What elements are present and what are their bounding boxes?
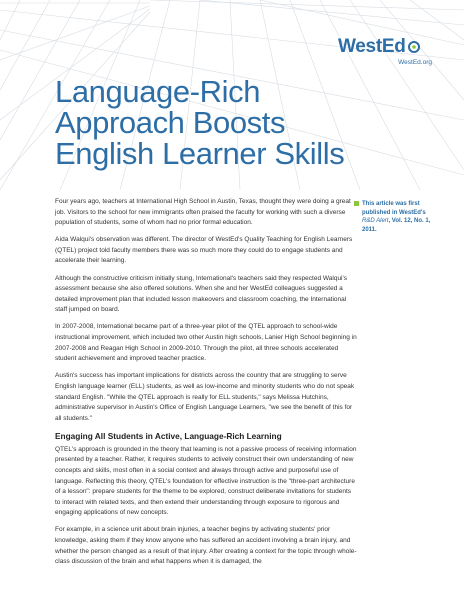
logo-url: WestEd.org — [398, 59, 432, 66]
body-paragraph: Four years ago, teachers at International High School in Austin, Texas, thought they were doing a great job. Visitors to the school for new immigrants often praised the faculty for working with such a diverse population of students, some of whom had no prior formal education. — [55, 198, 351, 227]
title-line: Approach Boosts — [55, 105, 286, 140]
logo-name: WestEd — [338, 36, 406, 57]
body-paragraph: Although the constructive criticism initially stung, International's teachers said they respected Walqui's assessment because she also offered solutions. When she and her WestEd colleagues suggested a detailed improvement plan that included lesson makeovers and classroom coaching, the International staff jumped on board. — [55, 274, 347, 314]
wested-logo — [338, 36, 438, 66]
title-line: English Learner Skills — [55, 136, 345, 171]
article-body — [55, 197, 357, 574]
logo-swirl-icon — [407, 40, 421, 54]
note-volume: , Vol. 12, No. 1, — [388, 218, 431, 225]
title-line: Language-Rich — [55, 74, 261, 109]
body-paragraph: In 2007-2008, International became part of a three-year pilot of the QTEL approach to school-wide instructional improvement, which included two other Austin high schools, Lanier High School beginning in 2007-2008 and Reagan High School in 2009-2010. Through the pilot, all three schools accelerated student achievement and improved teacher practice. — [55, 323, 357, 363]
body-paragraph: For example, in a science unit about brain injuries, a teacher begins by activating students' prior knowledge, asking them if they know anyone who has suffered an accident involving a brain injury, and whether the person changed as a result of that injury. After creating a context for the topic through whole-class discussion of the brain and what happens when it is damaged, the — [55, 526, 357, 566]
note-journal: R&D Alert — [362, 218, 389, 225]
body-paragraph: Aída Walqui's observation was different. The director of WestEd's Quality Teaching for English Learners (QTEL) project told faculty members there was so much more they could do to engage students and accelerate their learning. — [55, 236, 353, 265]
body-paragraph: QTEL's approach is grounded in the theory that learning is not a passive process of receiving information presented by a teacher. Rather, it requires students to actively construct their own understanding of new concepts and skills, most often in a social context and always through active and purposeful use of language. Reflecting this theory, QTEL's foundation for effective instruction is the "three-part architecture of a lesson": prepare students for the theme to be explored, construct deliberate invitations for students to interact with related texts, and then extend their understanding through exposure to rigorous and engaging applications of new concepts. — [55, 445, 357, 517]
body-paragraph: Austin's success has important implications for districts across the country that are struggling to serve English language learner (ELL) students, as well as low-income and minority students who do not speak standard English. "While the QTEL approach is really for ELL students," says Melissa Hutchins, administrative supervisor in Austin's Office of English Language Learners, "we see the benefit of this for all students." — [55, 372, 355, 422]
note-line: This article was first — [362, 201, 420, 207]
article-title — [55, 76, 344, 169]
section-heading: Engaging All Students in Active, Language-Rich Learning — [55, 430, 282, 441]
note-line: published in WestEd's — [362, 209, 426, 216]
publication-note — [362, 200, 447, 234]
note-year: 2011. — [362, 226, 377, 233]
